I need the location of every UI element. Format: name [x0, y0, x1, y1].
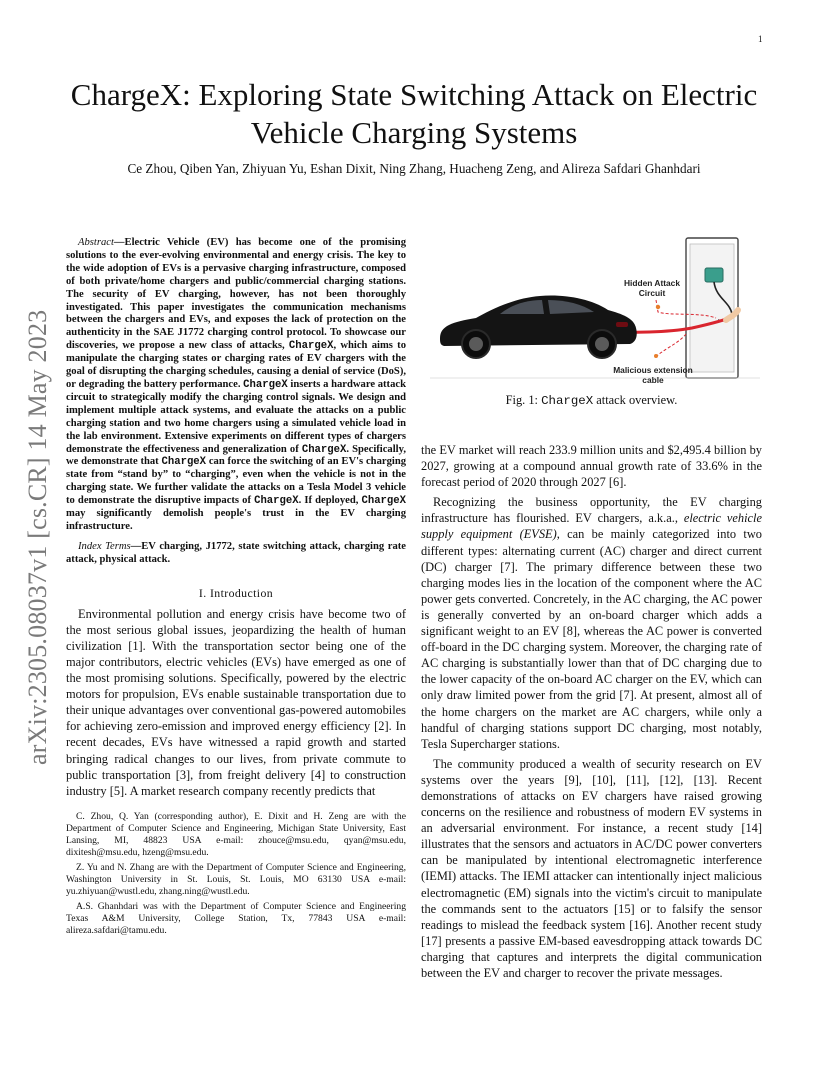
- abstract-lead: Abstract: [78, 237, 114, 248]
- abstract-text: . If deployed,: [298, 495, 359, 507]
- abstract: [66, 237, 406, 534]
- system-name: ChargeX: [361, 495, 406, 508]
- body-paragraph: The community produced a wealth of security research on EV systems over the years [9], [10], [11], [12], [13]. Recent demonstrations of attacks on EV chargers have raised growing concerns on the resilience and robustness of modern EV systems in an adversarial environment. For instance, a recent study [14] illustrates that the sensors and actuators in AC/DC power converters can be manipulated by intentional electromagnetic interference (IEMI) attacks. The IEMI attacker can intentionally inject malicious electromagnetic (EM) signals into the victim's circuit to manipulate the commands sent to the actuators [15] or to falsify the sensor readings to mislead the feedback system [16]. Another recent study [17] presents a passive EM-based eavesdropping attack towards DC charging that captures and interprets the digital communication between the EV and charger to recover the private messages.: [421, 756, 762, 980]
- footnote: C. Zhou, Q. Yan (corresponding author), E. Dixit and H. Zeng are with the Department of Computer Science and Engineering, Michigan State University, East Lansing, MI, 48823 USA e-mail: zhouce@msu.edu, qyan@msu.edu, dixitesh@msu.edu, hzeng@msu.edu.: [66, 810, 406, 858]
- malicious-extension-cable-label: Malicious extension cable: [613, 365, 693, 385]
- body-emphasis: electric vehicle supply equipment (EVSE): [421, 511, 762, 542]
- paper-title: ChargeX: Exploring State Switching Attack on Electric Vehicle Charging Systems: [70, 77, 758, 150]
- figure-attack-overview: [430, 232, 760, 417]
- abstract-text: —Electric Vehicle (EV) has become one of the promising solutions to the ever-evolving environmental and energy crisis. The key to the wide adoption of EVs is a pervasive charging infrastructure, composed of both private/home chargers and public/commercial charging stations. The security of EV charging, however, has not been thoroughly investigated. This paper investigates the communication mechanisms between the chargers and EVs, and exposes the lack of protection on the authenticity in the SAE J1772 charging control protocol. To showcase our discoveries, we propose a new class of attacks,: [66, 237, 406, 352]
- figure-caption-prefix: Fig. 1:: [505, 393, 538, 407]
- index-terms-text: —EV charging, J1772, state switching attack, charging rate attack, physical attack.: [66, 540, 406, 565]
- left-column: [66, 237, 406, 937]
- abstract-text: , which aims to manipulate the charging states or charging rates of EV chargers with the goal of disrupting the charging schedules, causing a denial of service (DoS), or degrading the battery performance.: [66, 340, 407, 390]
- page-number: 1: [758, 34, 763, 44]
- section-heading: I. Introduction: [198, 585, 274, 600]
- charger-screen-icon: [705, 268, 723, 282]
- body-text: , can be mainly categorized into two different types: alternating current (AC) charger and direct current (DC) charger [7]. The primary difference between these two charging modes lies in the location of the component where the AC power gets converted. Concretely, in the AC charging, the AC power is generally converted by an on-board charger which adds a significant weight to an EV [8], whereas the AC power is converted off-board in the DC charging system. Moreover, the charging rate of AC charging is substantially lower than that of DC charging due to the lower capacity of the on-board AC charger on the EV, which can only draw limited power from the grid [7]. At present, almost all of the home chargers on the market are AC chargers, while only a handful of charging stations support DC charging, most notably, Tesla Supercharger stations.: [421, 527, 762, 751]
- arxiv-identifier: arXiv:2305.08037v1 [cs.CR] 14 May 2023: [23, 309, 52, 765]
- right-column: [421, 442, 762, 981]
- body-paragraph: [421, 494, 762, 752]
- index-terms-lead: Index Terms: [78, 540, 131, 552]
- attack-overview-illustration: [430, 232, 760, 382]
- figure-caption-suffix: attack overview.: [596, 393, 678, 407]
- charging-station-panel: [690, 244, 734, 372]
- hidden-circuit-icon: [656, 305, 660, 309]
- abstract-text: inserts a hardware attack circuit to strategically modify the charging control signals. We design and implement multiple attack systems, and evaluate the attacks on a public charging station and two home chargers using a simulated vehicle load in the lab environment. Extensive experiments on different types of chargers demonstrate the effectiveness and generalization of: [66, 378, 406, 455]
- car-tail-light: [616, 322, 628, 327]
- hidden-attack-circuit-label: Hidden Attack Circuit: [624, 278, 680, 298]
- footnotes: [66, 811, 406, 937]
- abstract-text: can force the switching of an EV's charging state from “stand by” to “charging”, even when the vehicle is not in the charging state. We further validate the attacks on a Tesla Model 3 vehicle to demonstrate the disruptive impacts of: [66, 456, 407, 507]
- footnote: Z. Yu and N. Zhang are with the Department of Computer Science and Engineering, Washington University in St. Louis, St. Louis, MO 63130 USA e-mail: yu.zhiyuan@wustl.edu, zhang.ning@wustl.edu.: [66, 861, 406, 897]
- footnote: A.S. Ghanhdari was with the Department of Computer Science and Engineering Texas A&M University, College Station, Tx, 77843 USA e-mail: alireza.safdari@tamu.edu.: [66, 900, 406, 936]
- car-rear-hub: [595, 337, 609, 351]
- system-name: ChargeX: [243, 378, 288, 391]
- body-paragraph: the EV market will reach 233.9 million units and $2,495.4 billion by 2027, growing at a compound annual growth rate of 33.6% in the forecast period of 2020 through 2027 [6].: [421, 443, 762, 490]
- author-list: Ce Zhou, Qiben Yan, Zhiyuan Yu, Eshan Dixit, Ning Zhang, Huacheng Zeng, and Alireza Safdari Ghanhdari: [127, 161, 701, 176]
- malicious-cable-marker: [654, 354, 658, 358]
- malicious-cable-leader: [656, 334, 686, 357]
- intro-paragraph: Environmental pollution and energy crisis have become two of the most serious global issues, jeopardizing the health of human civilization [1]. With the transportation sector being one of the major contributors, electric vehicles (EVs) have emerged as one of the most promising solutions. Specifically, powered by the electric motors for propulsion, EVs enable sustainable transportation due to their unique advantages over conventional gas-powered automobiles for achieving zero-emission and improved energy efficiency [2]. In recent decades, EVs have witnessed a rapid growth and started bringing radical changes to our lives, from private commute to public transportation [3], from freight delivery [4] to construction industry [5]. A market research company recently predicts that: [66, 606, 406, 798]
- body-text: Recognizing the business opportunity, the EV charging infrastructure has flourished. EV chargers, a.k.a.,: [421, 495, 762, 526]
- system-name: ChargeX: [541, 394, 594, 408]
- car-front-hub: [469, 337, 483, 351]
- system-name: ChargeX: [161, 456, 207, 469]
- system-name: ChargeX: [301, 443, 347, 456]
- abstract-text: may significantly demolish people's trust in the EV charging infrastructure.: [66, 508, 406, 532]
- abstract-text: . Specifically, we demonstrate that: [66, 443, 406, 468]
- system-name: ChargeX: [254, 495, 299, 508]
- system-name: ChargeX: [288, 340, 334, 353]
- figure-caption: [421, 392, 762, 409]
- index-terms: [66, 541, 406, 567]
